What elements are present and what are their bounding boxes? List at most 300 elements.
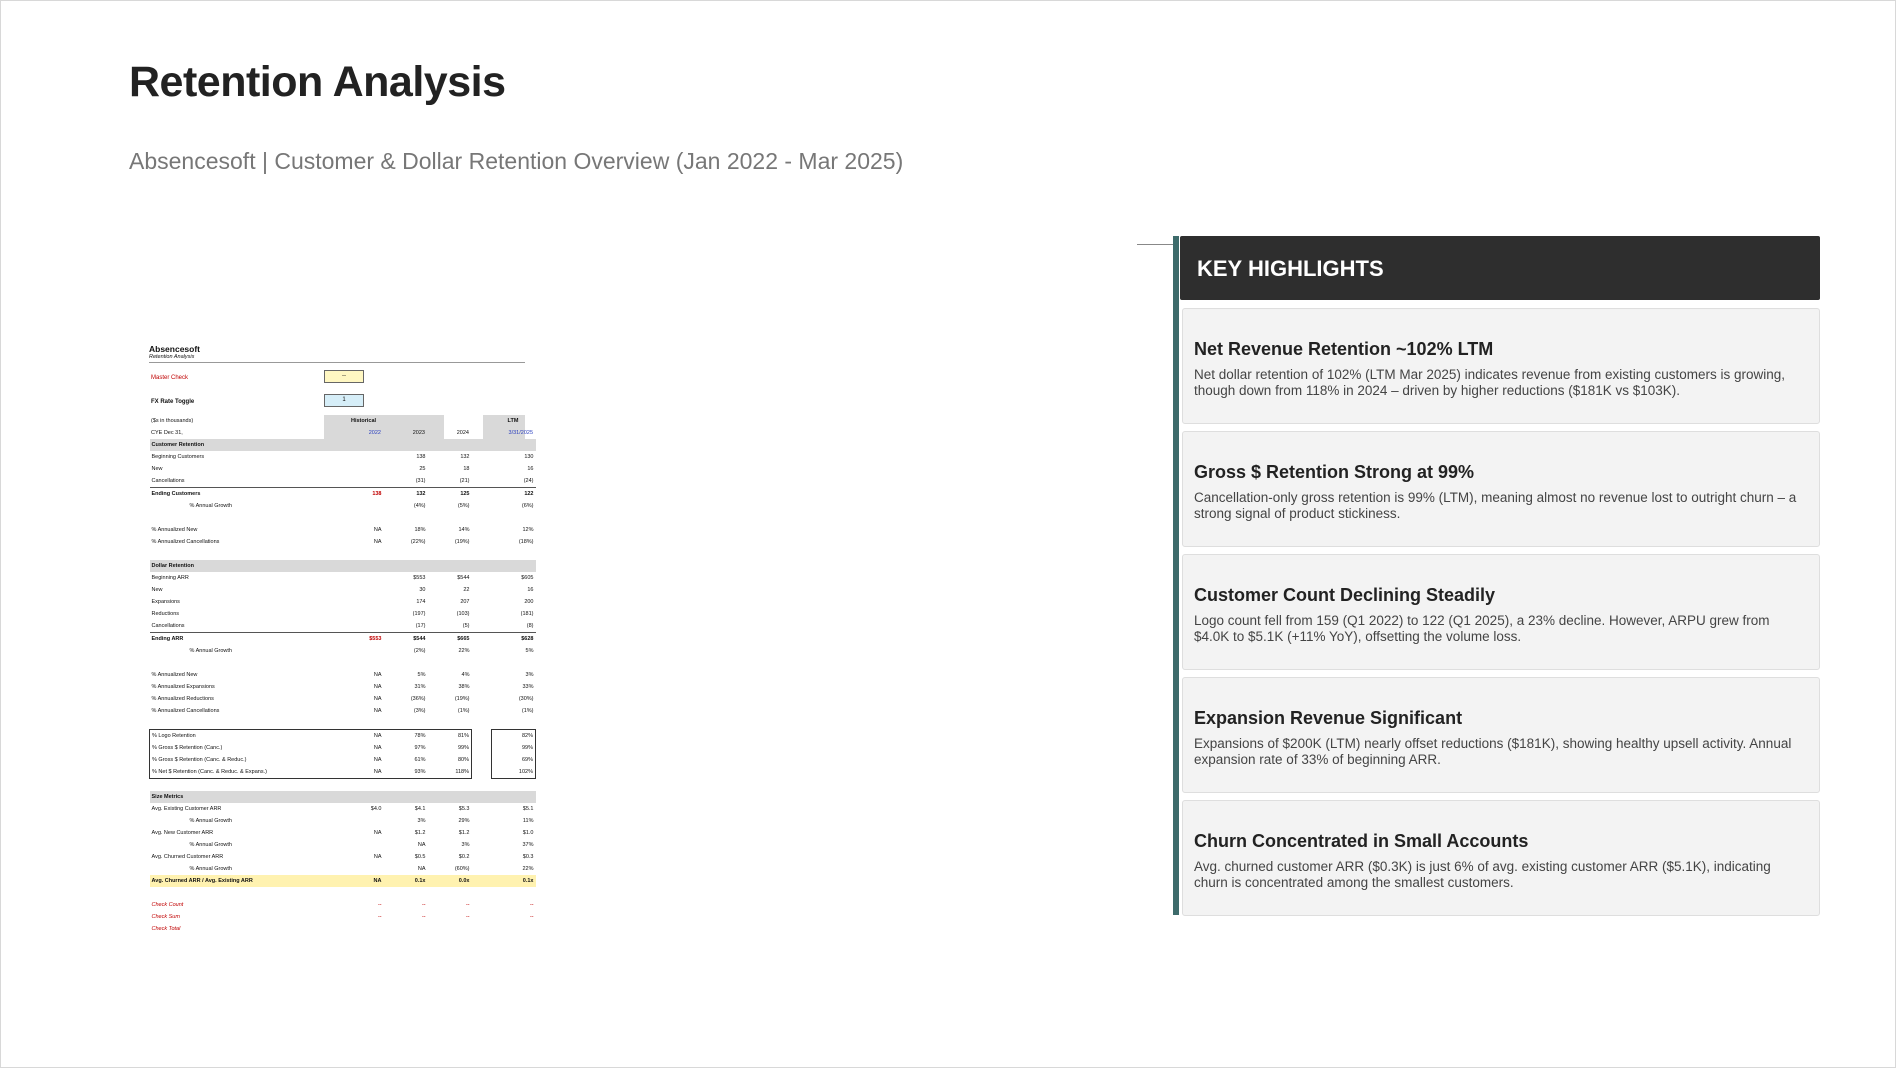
master-check-label: Master Check — [151, 375, 189, 381]
cell-gap — [472, 730, 492, 743]
cell-2023: $544 — [384, 633, 428, 646]
cell-ltm: -- — [529, 914, 534, 920]
cell-gap — [472, 779, 492, 792]
cell-ltm — [492, 512, 536, 524]
cell-2024: 207 — [460, 599, 470, 605]
sheet-row — [150, 584, 536, 596]
sheet-row — [150, 512, 536, 524]
row-label: Customer Retention — [150, 439, 350, 451]
cell-gap — [472, 875, 492, 887]
cell-2024: $0.2 — [458, 854, 470, 860]
cell-ltm: $628 — [492, 633, 536, 646]
cell-2024: (1%) — [457, 708, 470, 714]
cell-gap — [472, 524, 492, 536]
fx-toggle-row — [149, 391, 525, 415]
cell-2024: (19%) — [454, 539, 470, 545]
cell-gap — [472, 863, 492, 875]
sheet-row — [150, 488, 536, 501]
cell-ltm: 200 — [524, 599, 534, 605]
period-label: CYE Dec 31, — [151, 430, 183, 436]
cell-2023 — [384, 512, 428, 524]
row-label: % Annual Growth — [189, 648, 232, 654]
cell-2022: NA — [350, 766, 384, 779]
cell-2023 — [384, 560, 428, 572]
row-label: % Gross $ Retention (Canc.) — [150, 742, 350, 754]
master-check-row — [149, 367, 525, 391]
cell-ltm: 22% — [522, 866, 534, 872]
row-label: Beginning ARR — [151, 575, 189, 581]
cell-ltm — [492, 439, 536, 451]
cell-ltm: (30%) — [518, 696, 534, 702]
cell-ltm: $5.1 — [522, 806, 534, 812]
cell-2024: 118% — [428, 766, 472, 779]
cell-2023 — [384, 923, 428, 935]
spreadsheet-thumbnail — [149, 344, 534, 935]
sheet-row — [150, 439, 536, 451]
cell-gap — [472, 899, 492, 911]
cell-ltm: 130 — [524, 454, 534, 460]
row-label — [150, 548, 350, 560]
row-label: % Gross $ Retention (Canc. & Reduc.) — [150, 754, 350, 766]
cell-gap — [472, 766, 492, 779]
cell-2024: $665 — [428, 633, 472, 646]
sheet-row — [150, 633, 536, 646]
cell-2023: (17) — [415, 623, 426, 629]
sheet-row — [150, 899, 536, 911]
highlight-card — [1182, 308, 1820, 424]
cell-gap — [472, 548, 492, 560]
row-label: % Annual Growth — [189, 866, 232, 872]
historical-label: Historical — [351, 418, 377, 424]
cell-2022 — [350, 439, 384, 451]
cell-2022 — [350, 620, 384, 633]
cell-2022: NA — [373, 672, 382, 678]
units-label: ($s in thousands) — [151, 418, 194, 424]
cell-2024 — [428, 512, 472, 524]
row-label: % Annualized Expansions — [151, 684, 215, 690]
sheet-company: Absencesoft — [149, 344, 201, 354]
cell-2023: $4.1 — [414, 806, 426, 812]
sheet-row — [150, 887, 536, 899]
cell-2022: -- — [377, 902, 382, 908]
sheet-row — [150, 669, 536, 681]
cell-gap — [472, 512, 492, 524]
cell-gap — [472, 536, 492, 548]
cell-ltm: (1%) — [521, 708, 534, 714]
cell-ltm: 82% — [492, 730, 536, 743]
cell-2022 — [350, 548, 384, 560]
cell-gap — [472, 681, 492, 693]
cell-ltm: (24) — [523, 478, 534, 484]
cell-ltm: 122 — [492, 488, 536, 501]
connector-line — [1137, 244, 1173, 245]
cell-2022 — [350, 863, 384, 875]
sheet-table — [149, 439, 536, 935]
cell-2024: (19%) — [454, 696, 470, 702]
row-label: Cancellations — [151, 623, 185, 629]
cell-2022 — [350, 887, 384, 899]
cell-2022 — [350, 584, 384, 596]
highlight-body: Net dollar retention of 102% (LTM Mar 2025) indicates revenue from existing customers is growing, though down from 118% in 2024 – driven by higher reductions ($181K vs $103K). — [1194, 367, 1786, 398]
sheet-row — [150, 620, 536, 633]
sheet-row — [150, 827, 536, 839]
cell-2023: 61% — [414, 757, 426, 763]
cell-ltm: 16 — [527, 466, 534, 472]
cell-2022 — [350, 791, 384, 803]
row-label: Check Total — [151, 926, 181, 932]
cell-2022: NA — [373, 708, 382, 714]
row-label: New — [151, 587, 163, 593]
cell-2024 — [428, 717, 472, 730]
sheet-row — [150, 863, 536, 875]
sheet-row — [150, 572, 536, 584]
cell-ltm — [492, 779, 536, 792]
cell-2023: 138 — [416, 454, 426, 460]
row-label: Check Sum — [151, 914, 180, 920]
cell-2023: (22%) — [410, 539, 426, 545]
cell-2022: $553 — [350, 633, 384, 646]
row-label: Size Metrics — [150, 791, 350, 803]
highlight-body: Logo count fell from 159 (Q1 2022) to 122 (Q1 2025), a 23% decline. However, ARPU grew from $4.0K to $5.1K (+11% YoY), offsetting the volume loss. — [1194, 613, 1770, 644]
cell-ltm: $605 — [521, 575, 534, 581]
cell-2022 — [350, 645, 384, 657]
cell-2023: 5% — [417, 672, 426, 678]
cell-2023: (36%) — [410, 696, 426, 702]
cell-ltm: 3% — [525, 672, 534, 678]
highlight-card — [1182, 431, 1820, 547]
row-label: % Annualized Cancellations — [151, 539, 220, 545]
cell-2024: 81% — [428, 730, 472, 743]
cell-ltm — [492, 560, 536, 572]
cell-gap — [472, 584, 492, 596]
cell-2022 — [350, 923, 384, 935]
row-label: Beginning Customers — [151, 454, 205, 460]
cell-2023 — [384, 439, 428, 451]
cell-2023 — [384, 717, 428, 730]
row-label: Ending Customers — [150, 488, 350, 501]
highlight-body: Avg. churned customer ARR ($0.3K) is just 6% of avg. existing customer ARR ($5.1K), indicating churn is concentrated among the smallest customers. — [1194, 859, 1771, 890]
cell-2022: NA — [350, 875, 384, 887]
cell-gap — [472, 657, 492, 669]
cell-gap — [472, 463, 492, 475]
cell-ltm: 99% — [492, 742, 536, 754]
highlight-title: Churn Concentrated in Small Accounts — [1194, 831, 1529, 851]
row-label: Reductions — [151, 611, 180, 617]
cell-2023: (197) — [412, 611, 426, 617]
cell-ltm: 33% — [522, 684, 534, 690]
cell-2024: 18 — [463, 466, 470, 472]
cell-2022: NA — [373, 539, 382, 545]
highlights-header — [1180, 236, 1820, 300]
cell-2024: 22 — [463, 587, 470, 593]
cell-ltm — [492, 657, 536, 669]
cell-gap — [472, 608, 492, 620]
cell-2024: (103) — [456, 611, 470, 617]
cell-2024: 22% — [458, 648, 470, 654]
cell-gap — [472, 742, 492, 754]
sheet-row — [150, 742, 536, 754]
sheet-row — [150, 681, 536, 693]
cell-2022: NA — [373, 830, 382, 836]
row-label: % Annual Growth — [189, 503, 232, 509]
row-label: % Annualized Reductions — [151, 696, 214, 702]
cell-ltm: (6%) — [521, 503, 534, 509]
row-label: Avg. Existing Customer ARR — [151, 806, 222, 812]
cell-2022: NA — [373, 745, 382, 751]
ltm-date: 3/31/2025 — [508, 430, 533, 436]
cell-2023: (4%) — [413, 503, 426, 509]
cell-gap — [472, 839, 492, 851]
year-2023: 2023 — [412, 430, 425, 436]
cell-2022: NA — [373, 854, 382, 860]
cell-2024 — [428, 923, 472, 935]
cell-2022 — [350, 657, 384, 669]
sheet-row — [150, 730, 536, 743]
cell-2023: (3%) — [413, 708, 426, 714]
cell-ltm: (181) — [520, 611, 534, 617]
cell-gap — [472, 439, 492, 451]
row-label: % Net $ Retention (Canc. & Reduc. & Expans.) — [150, 766, 350, 779]
cell-2024: 99% — [428, 742, 472, 754]
fx-toggle-label: FX Rate Toggle — [151, 399, 195, 405]
cell-gap — [472, 717, 492, 730]
cell-2024 — [428, 439, 472, 451]
cell-ltm: $1.0 — [522, 830, 534, 836]
sheet-row — [150, 693, 536, 705]
cell-2022 — [350, 608, 384, 620]
sheet-row — [150, 608, 536, 620]
cell-ltm: 69% — [492, 754, 536, 766]
cell-2022 — [350, 451, 384, 463]
highlights-title: KEY HIGHLIGHTS — [1197, 256, 1384, 281]
sheet-row — [150, 560, 536, 572]
cell-2023: 132 — [384, 488, 428, 501]
row-label: % Annual Growth — [189, 842, 232, 848]
cell-gap — [472, 705, 492, 717]
cell-ltm: 37% — [522, 842, 534, 848]
highlight-title: Expansion Revenue Significant — [1194, 708, 1463, 728]
cell-2023: -- — [421, 902, 426, 908]
row-label: Cancellations — [151, 478, 185, 484]
cell-ltm — [492, 887, 536, 899]
cell-2022 — [350, 572, 384, 584]
master-check-cell: -- — [324, 370, 364, 383]
cell-2024 — [428, 548, 472, 560]
cell-2023: $1.2 — [414, 830, 426, 836]
cell-2024 — [428, 779, 472, 792]
cell-2024: 0.0x — [428, 875, 472, 887]
sheet-row — [150, 524, 536, 536]
fx-toggle-cell: 1 — [324, 394, 364, 407]
cell-2023 — [384, 791, 428, 803]
cell-2023: 31% — [414, 684, 426, 690]
cell-gap — [472, 560, 492, 572]
cell-2023: 3% — [417, 818, 426, 824]
sheet-row — [150, 839, 536, 851]
row-label: Ending ARR — [150, 633, 350, 646]
cell-2023: -- — [421, 914, 426, 920]
page-subtitle: Absencesoft | Customer & Dollar Retention Overview (Jan 2022 - Mar 2025) — [129, 148, 904, 174]
row-label — [150, 887, 350, 899]
cell-2023 — [384, 548, 428, 560]
row-label: % Annualized New — [151, 672, 198, 678]
cell-2023: NA — [417, 842, 426, 848]
cell-2022 — [350, 779, 384, 792]
cell-2024: (5%) — [457, 503, 470, 509]
sheet-row — [150, 766, 536, 779]
cell-gap — [472, 572, 492, 584]
sheet-row — [150, 851, 536, 863]
cell-2023: (31) — [415, 478, 426, 484]
cell-gap — [472, 803, 492, 815]
sheet-row — [150, 657, 536, 669]
cell-2022: NA — [373, 696, 382, 702]
cell-2023: $553 — [413, 575, 426, 581]
sheet-row — [150, 911, 536, 923]
sheet-row — [150, 923, 536, 935]
row-label: Dollar Retention — [150, 560, 350, 572]
row-label — [150, 779, 350, 792]
cell-2023: 93% — [384, 766, 428, 779]
highlight-title: Customer Count Declining Steadily — [1194, 585, 1496, 605]
sheet-row — [150, 451, 536, 463]
cell-2024: (5) — [462, 623, 470, 629]
sheet-row — [150, 803, 536, 815]
cell-2024: -- — [465, 902, 470, 908]
cell-2023: 78% — [384, 730, 428, 743]
sheet-row — [150, 754, 536, 766]
cell-2024 — [428, 887, 472, 899]
cell-gap — [472, 596, 492, 608]
cell-2022: -- — [377, 914, 382, 920]
row-label: Avg. Churned ARR / Avg. Existing ARR — [150, 875, 350, 887]
highlight-body: Expansions of $200K (LTM) nearly offset reductions ($181K), showing healthy upsell activity. Annual expansion rate of 33% of beginning ARR. — [1194, 736, 1792, 767]
cell-gap — [472, 500, 492, 512]
cell-gap — [472, 693, 492, 705]
row-label — [150, 717, 350, 730]
cell-ltm: 11% — [522, 818, 534, 824]
cell-ltm: (18%) — [518, 539, 534, 545]
highlight-card — [1182, 554, 1820, 670]
sheet-row — [150, 596, 536, 608]
ltm-label: LTM — [507, 418, 519, 424]
cell-ltm — [492, 548, 536, 560]
cell-2023: 30 — [419, 587, 426, 593]
cell-2024: $544 — [457, 575, 470, 581]
cell-gap — [472, 633, 492, 646]
row-label: % Annualized Cancellations — [151, 708, 220, 714]
cell-2022 — [350, 560, 384, 572]
row-label: Check Count — [151, 902, 184, 908]
sheet-row — [150, 875, 536, 887]
cell-gap — [472, 851, 492, 863]
cell-ltm: 102% — [492, 766, 536, 779]
row-label: % Logo Retention — [150, 730, 350, 743]
cell-gap — [472, 827, 492, 839]
row-label: Avg. New Customer ARR — [151, 830, 214, 836]
cell-gap — [472, 911, 492, 923]
sheet-row — [150, 717, 536, 730]
row-label: % Annual Growth — [189, 818, 232, 824]
cell-2024: (60%) — [454, 866, 470, 872]
row-label — [150, 657, 350, 669]
row-label — [150, 512, 350, 524]
cell-2024: $5.3 — [458, 806, 470, 812]
highlight-card — [1182, 677, 1820, 793]
cell-ltm: -- — [529, 902, 534, 908]
cell-2023 — [384, 887, 428, 899]
highlight-card — [1182, 800, 1820, 916]
cell-2022: NA — [350, 730, 384, 743]
cell-gap — [472, 923, 492, 935]
row-label: % Annualized New — [151, 527, 198, 533]
cell-2024: 132 — [460, 454, 470, 460]
cell-2024: 38% — [458, 684, 470, 690]
cell-2023: 97% — [414, 745, 426, 751]
sheet-row — [150, 463, 536, 475]
highlight-title: Gross $ Retention Strong at 99% — [1194, 462, 1475, 482]
sheet-row — [150, 645, 536, 657]
cell-gap — [472, 451, 492, 463]
cell-2022 — [350, 815, 384, 827]
cell-2023: NA — [417, 866, 426, 872]
year-2024: 2024 — [456, 430, 469, 436]
cell-ltm: 16 — [527, 587, 534, 593]
cell-gap — [472, 887, 492, 899]
cell-2022: NA — [373, 757, 382, 763]
cell-gap — [472, 754, 492, 766]
cell-2024: 14% — [458, 527, 470, 533]
cell-ltm — [492, 923, 536, 935]
cell-gap — [472, 669, 492, 681]
highlight-title: Net Revenue Retention ~102% LTM — [1194, 339, 1494, 359]
cell-gap — [472, 488, 492, 501]
cell-ltm — [492, 791, 536, 803]
cell-2022 — [350, 500, 384, 512]
sheet-row — [150, 500, 536, 512]
cell-2023: (2%) — [413, 648, 426, 654]
cell-ltm: $0.3 — [522, 854, 534, 860]
cell-2024: (21) — [459, 478, 470, 484]
cell-2024: 3% — [461, 842, 470, 848]
row-label: Avg. Churned Customer ARR — [151, 854, 224, 860]
cell-2022: NA — [373, 684, 382, 690]
sheet-row — [150, 705, 536, 717]
cell-gap — [472, 620, 492, 633]
cell-2024 — [428, 791, 472, 803]
cell-2022 — [350, 463, 384, 475]
cell-ltm: (8) — [526, 623, 534, 629]
cell-2022 — [350, 717, 384, 730]
sheet-row — [150, 815, 536, 827]
sheet-row — [150, 536, 536, 548]
year-2022: 2022 — [368, 430, 381, 436]
cell-2022 — [350, 475, 384, 488]
cell-2024 — [428, 560, 472, 572]
cell-ltm: 12% — [522, 527, 534, 533]
cell-2022: NA — [373, 527, 382, 533]
cell-2022 — [350, 596, 384, 608]
row-label: New — [151, 466, 163, 472]
cell-2023 — [384, 779, 428, 792]
cell-ltm: 0.1x — [492, 875, 536, 887]
sheet-row — [150, 779, 536, 792]
sheet-header — [149, 415, 533, 439]
cell-2022: 138 — [350, 488, 384, 501]
row-label: Expansions — [151, 599, 180, 605]
cell-gap — [472, 645, 492, 657]
sheet-subtitle: Retention Analysis — [149, 354, 525, 363]
